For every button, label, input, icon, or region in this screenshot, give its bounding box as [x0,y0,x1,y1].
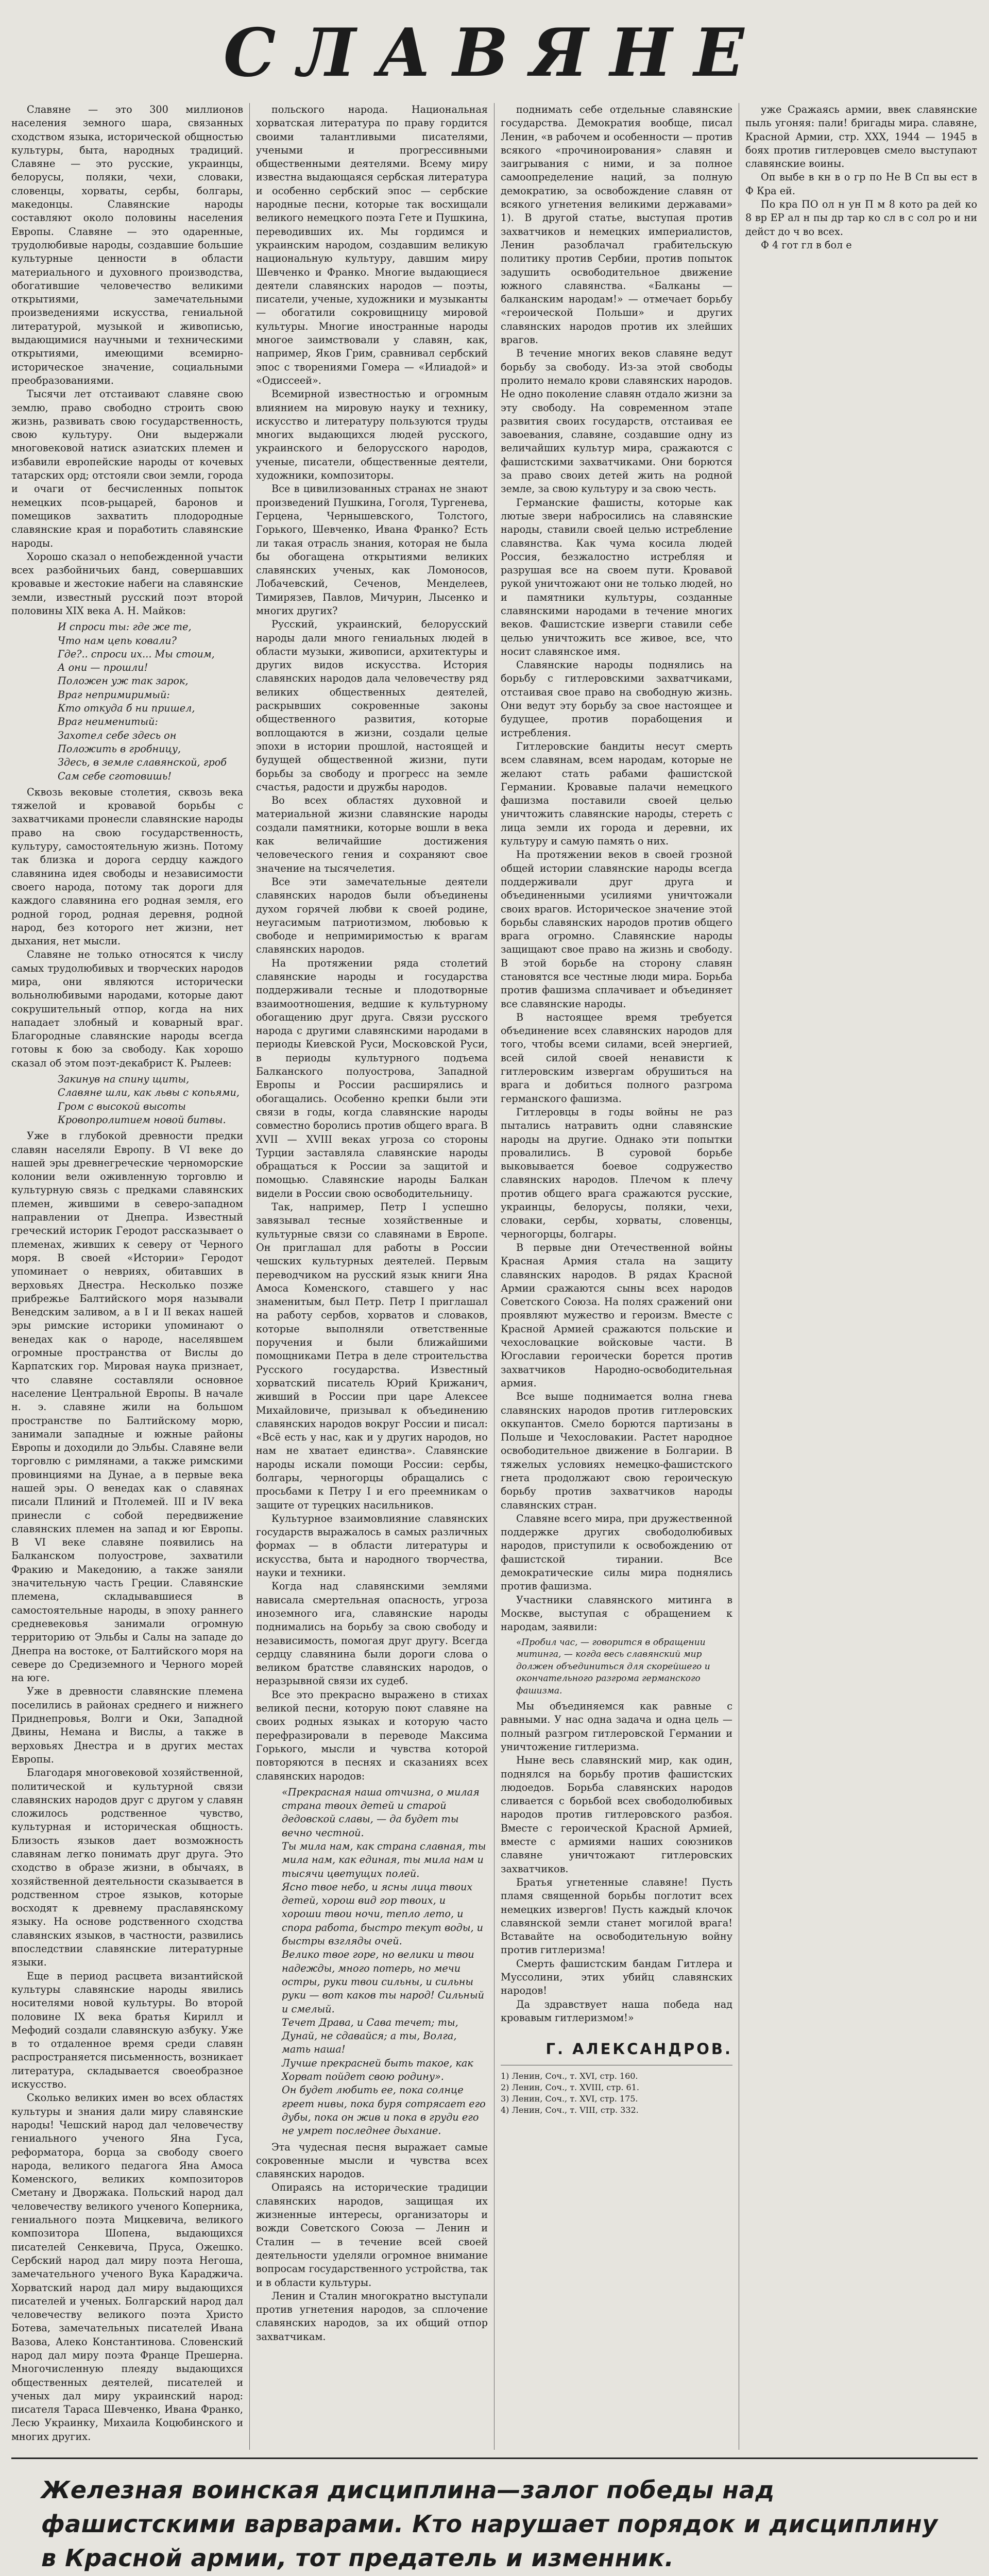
footnotes [501,2065,732,2116]
paragraph: В настоящее время требуется объединение всех славянских народов для того, чтобы всеми силами, всей энергией, всей силой своей ненависти к гитлеровским извергам обрушиться на врага и добиться полного разгрома германского фашизма. [501,1011,732,1105]
paragraph: Германские фашисты, которые как лютые звери набросились на славянские народы, ставили своей целью истребление славянства. Как чума косила людей Россия, безжалостно истребляя и разрушая все на своем пути. Кровавой рукой уничтожают они не только людей, но и памятники культуры, созданные славянскими народами в течение многих веков. Фашистские изверги ставили себе целью уничтожить все живое, все, что носит славянское имя. [501,496,732,657]
column [501,103,732,2450]
paragraph: Все это прекрасно выражено в стихах великой песни, которую поют славяне на своих родных языках и которую часто перефразировали в переводе Максима Горького, мысли и чувства которой повторяются в песнях и сказаниях всех славянских народов: [256,1688,488,1782]
verse-line: Кто откуда б ни пришел, [58,702,195,715]
paragraph: Когда над славянскими землями нависала смертельная опасность, угроза иноземного ига, славянские народы поднимались на борьбу за свою свободу и независимость, помогая друг другу. Всегда сердцу славянина были дороги слова о великом братстве славянских народов, о неразрывной связи их судеб. [256,1580,488,1687]
paragraph: Мы объединяемся как равные с равными. У нас одна задача и одна цель — полный разгром гитлеровской Германии и уничтожение гитлеризма. [501,1700,732,1753]
paragraph: Так, например, Петр I успешно завязывал тесные хозяйственные и культурные связи со славянами в Европе. Он приглашал для работы в России чешских культурных деятелей. Первым переводчиком на русский язык книги Яна Амоса Коменского, ставшего у нас знаменитым, был Петр. Петр I приглашал на работу сербов, хорватов и словаков, которые выполняли ответственные поручения и были ближайшими помощниками Петра в деле строительства Русского государства. Известный хорватский писатель Юрий Крижанич, живший в России при царе Алексее Михайловиче, призывал к объединению славянских народов вокруг России и писал: «Всё есть у нас, как и у других народов, но нам не хватает единства». Славянские народы искали помощи России: сербы, болгары, черногорцы обращались с просьбами к Петру I и его преемникам о защите от турецких насильников. [256,1201,488,1511]
column [11,103,243,2450]
paragraph: На протяжении веков в своей грозной общей истории славянские народы всегда поддерживали друг друга и объединенными усилиями уничтожали своих врагов. Историческое значение этой борьбы славянских народов против общего врага огромно. Славянские народы защищают свое право на жизнь и свободу. В этой борьбе на сторону славян становятся все честные люди мира. Борьба против фашизма сплачивает и объединяет все славянские народы. [501,849,732,1010]
paragraph: Братья угнетенные славяне! Пусть пламя священной борьбы поглотит всех немецких извергов! Пусть каждый клочок славянской земли станет могилой врага! Вставайте на освободительную войну против гитлеризма! [501,1876,732,1956]
paragraph: Опираясь на исторические традиции славянских народов, защищая их жизненные интересы, организаторы и вожди Советского Союза — Ленин и Сталин — в течение всей своей деятельности уделяли огромное внимание вопросам государственного устройства, так и в области культуры. [256,2181,488,2289]
paragraph: Уже в глубокой древности предки славян населяли Европу. В VI веке до нашей эры древнегреческие черноморские колонии вели оживленную торговлю и культурную связь с предками славянских племен, жившими в северо-западном направлении от Днепра. Известный греческий историк Геродот рассказывает о племенах, живших к северу от Черного моря. В своей «Истории» Геродот упоминает о невриях, обитавших в верховьях Днестра. Несколько позже прибрежье Балтийского моря называли Венедским заливом, а в I и II веках нашей эры римские историки упоминают о венедах как о народе, населявшем огромные пространства от Вислы до Карпатских гор. Мировая наука признает, что славяне составляли основное население Центральной Европы. В начале н. э. славяне жили на большом пространстве по Балтийскому морю, занимали западные и южные районы Европы и доходили до Эльбы. Славяне вели торговлю с римлянами, а также римскими провинциями на Дунае, а в первые века нашей эры. О венедах как о славянах писали Плиний и Птолемей. III и IV века принесли с собой передвижение славянских племен на запад и юг Европы. В VI веке славяне появились на Балканском полуострове, захватили Фракию и Македонию, а также заняли значительную часть Греции. Славянские племена, складывавшиеся в самостоятельные народы, в эпоху раннего средневековья занимали огромную территорию от Эльбы и Салы на западе до Днепра на востоке, от Балтийского моря на севере до Средиземного и Черного морей на юге. [11,1130,243,1684]
verse-line: Ясно твое небо, и ясны лица твоих детей, хорош вид гор твоих, и хороши твои ночи, тепло лето, и спора работа, быстро текут воды, и быстры взгляды очей. [282,1880,484,1947]
verse-quote [58,620,243,783]
footnote: 2) Ленин, Соч., т. XVIII, стр. 61. [501,2082,639,2093]
verse-quote [516,1637,732,1698]
paragraph: Сквозь вековые столетия, сквозь века тяжелой и кровавой борьбы с захватчиками пронесли славянские народы право на свою государственность, культуру, самостоятельную жизнь. Потому так близка и дорога сердцу каждого славянина идея свободы и независимости своего народа, потому так дороги для каждого славянина его родная земля, его родной город, родная деревня, родной народ, без которого нет жизни, нет дыхания, нет мысли. [11,786,243,947]
paragraph: Культурное взаимовлияние славянских государств выражалось в самых различных формах — в области литературы и искусства, быта и народного творчества, науки и техники. [256,1512,488,1579]
paragraph: Участники славянского митинга в Москве, выступая с обращением к народам, заявили: [501,1594,732,1633]
paragraph: В первые дни Отечественной войны Красная Армия стала на защиту славянских народов. В рядах Красной Армии сражаются сыны всех народов Советского Союза. На полях сражений они проявляют мужество и героизм. Вместе с Красной Армией сражаются польские и чехословацкие войсковые части. В Югославии героически борется против захватчиков Народно-освободительная армия. [501,1241,732,1389]
column [256,103,488,2450]
verse-line: Захотел себе здесь он [58,729,177,741]
paragraph: По кра ПО ол н ун П м 8 кото ра дей ко 8 вр ЕР ал н пы др тар ко сл в с сол ро и ни дейст до ч во всех. [745,198,977,238]
verse-quote [58,1073,243,1127]
verse-line: Кровопролитием новой битвы. [58,1113,226,1126]
verse-line: Положить в гробницу, [58,742,181,755]
paragraph: Во всех областях духовной и материальной жизни славянские народы создали памятники, которые вошли в века как величайшие достижения человеческого гения и сохраняют свое значение на тысячелетия. [256,794,488,874]
verse-line: Течет Драва, и Сава течет; ты, Дунай, не сдавайся; а ты, Волга, мать наша! [282,2016,458,2056]
paragraph: Все в цивилизованных странах не знают произведений Пушкина, Гоголя, Тургенева, Герцена, Чернышевского, Толстого, Горького, Шевченко, Ивана Франко? Есть ли такая отрасль знания, которая не была бы обогащена открытиями великих славянских ученых, как Ломоносов, Лобачевский, Сеченов, Менделеев, Тимирязев, Павлов, Мичурин, Лысенко и многих других? [256,483,488,617]
article-columns [11,103,978,2450]
verse-line: Лучше прекрасней быть такое, как Хорват пойдет свою родину». [282,2057,473,2083]
paragraph: Ленин и Сталин многократно выступали против угнетения народов, за сплочение славянских народов, за их общий отпор захватчикам. [256,2290,488,2343]
paragraph: Сколько великих имен во всех областях культуры и знания дали миру славянские народы! Чешский народ дал человечеству гениального ученого Яна Гуса, реформатора, борца за свободу своего народа, великого педагога Яна Амоса Коменского, великих композиторов Сметану и Дворжака. Польский народ дал человечеству великого ученого Коперника, гениального поэта Мицкевича, великого композитора Шопена, выдающихся писателей Сенкевича, Пруса, Ожешко. Сербский народ дал миру поэта Негоша, замечательного ученого Вука Караджича. Хорватский народ дал миру выдающихся писателей и ученых. Болгарский народ дал человечеству великого поэта Христо Ботева, замечательных писателей Ивана Вазова, Алеко Константинова. Словенский народ дал миру поэта Франце Прешерна. Многочисленную плеяду выдающихся общественных деятелей, писателей и ученых дал миру украинский народ: писателя Тараса Шевченко, Ивана Франко, Лесю Украинку, Михаила Коцюбинского и многих других. [11,2092,243,2443]
page-title: СЛАВЯНЕ [223,14,766,92]
verse-line: Гром с высокой высоты [58,1100,186,1112]
paragraph: Хорошо сказал о непобежденной участи всех разбойничьих банд, совершавших кровавые и жестокие набеги на славянские земли, известный русский поэт второй половины XIX века А. Н. Майков: [11,550,243,617]
paragraph: Смерть фашистским бандам Гитлера и Муссолини, этих убийц славянских народов! [501,1957,732,1997]
paragraph: Эта чудесная песня выражает самые сокровенные мысли и чувства всех славянских народов. [256,2141,488,2180]
verse-line: Закинув на спину щиты, [58,1073,190,1086]
paragraph: Ф 4 гот гл в бол е [761,239,852,251]
footnote: 1) Ленин, Соч., т. XVI, стр. 160. [501,2071,638,2081]
paragraph: Славяне не только относятся к числу самых трудолюбивых и творческих народов мира, они являются исторически вольнолюбивыми народами, которые дают сокрушительный отпор, когда на них нападает злобный и коварный враг. Благородные славянские народы всегда готовы к бою за свободу. Как хорошо сказал об этом поэт-декабрист К. Рылеев: [11,948,243,1069]
paragraph: Гитлеровцы в годы войны не раз пытались натравить одни славянские народы на другие. Однако эти попытки провалились. В суровой борьбе выковывается боевое содружество славянских народов. Плечом к плечу против общего врага сражаются русские, украинцы, белорусы, поляки, чехи, словаки, сербы, хорваты, словенцы, черногорцы, болгары. [501,1106,732,1240]
verse-line: И спроси ты: где же те, [58,621,192,633]
verse-line: Сам себе сготовишь! [58,770,172,782]
verse-line: Где?.. спроси их... Мы стоим, [58,648,215,660]
footnote: 4) Ленин, Соч., т. VIII, стр. 332. [501,2105,639,2115]
verse-line: Велико твое горе, но велики и твои надежды, много потерь, но мечи остры, руки твои сильны, и сильны руки — вот каков ты народ! Сильный и смелый. [282,1948,484,2015]
paragraph: Славянские народы поднялись на борьбу с гитлеровскими захватчиками, отстаивая свое право на свободную жизнь. Они ведут эту борьбу за свое настоящее и будущее, против порабощения и истребления. [501,659,732,739]
author-signature: Г. АЛЕКСАНДРОВ. [545,2040,732,2058]
paragraph: Оп выбе в кн в о гр по Не В Сп вы ест в Ф Кра ей. [745,171,977,197]
paragraph: Славяне — это 300 миллионов населения земного шара, связанных сходством языка, исторической общностью культуры, быта, народных традиций. Славяне — это русские, украинцы, белорусы, поляки, чехи, словаки, словенцы, хорваты, сербы, болгары, македонцы. Славянские народы составляют около половины населения Европы. Славяне — это одаренные, трудолюбивые народы, создавшие большие культурные ценности в области материального и духовного производства, обогатившие человечество великими открытиями, замечательными произведениями искусства, гениальной литературой, музыкой и живописью, выдающимися научными и техническими открытиями, имеющими всемирно-историческое значение, социальными преобразованиями. [11,104,243,386]
verse-line: «Пробил час, — говорится в обращении митинга, — когда весь славянский мир должен объединиться для скорейшего и окончательного разгрома германского фашизма. [516,1637,710,1696]
column-divider [249,103,250,2450]
verse-line: Враг неименитый: [58,716,158,728]
paragraph: Все эти замечательные деятели славянских народов были объединены духом горячей любви к своей родине, неугасимым патриотизмом, любовью к свободе и непримиримостью к врагам славянских народов. [256,875,488,956]
paragraph: Ныне весь славянский мир, как один, поднялся на борьбу против фашистских людоедов. Борьба славянских народов сливается с борьбой всех свободолюбивых народов против гитлеровского разбоя. Вместе с героической Красной Армией, вместе с армиями наших союзников славяне уничтожают гитлеровских захватчиков. [501,1754,732,1875]
verse-line: Здесь, в земле славянской, гроб [58,756,227,769]
paragraph: поднимать себе отдельные славянские государства. Демократия вообще, писал Ленин, «в рабочем и особенности — против всякого «прочиноирования» славян и заигрывания с ними, и за полное самоопределение наций, за полную демократию, за освобождение славян от всякого угнетения великими державами» 1). В другой статье, выступая против захватчиков и немецких империалистов, Ленин разоблачал грабительскую политику против Сербии, против попыток задушить освободительное движение южного славянства. «Балканы — балканским народам!» — отмечает борьбу «героической Польши» и других славянских народов против их злейших врагов. [501,104,732,346]
paragraph: Русский, украинский, белорусский народы дали много гениальных людей в области музыки, живописи, архитектуры и других видов искусства. История славянских народов дала человечеству ряд великих общественных деятелей, раскрывших сокровенные законы общественного развития, которые воплощаются в жизни, создали целые эпохи в истории прошлой, настоящей и будущей общественной жизни, пути борьбы за свободу и прогресс на земле счастья, радости и дружбы народов. [256,618,488,793]
paragraph: Тысячи лет отстаивают славяне свою землю, право свободно строить свою жизнь, развивать свою государственность, свою культуру. Они выдержали многовековой натиск азиатских племен и избавили европейские народы от кочевых татарских орд; отстояли свои земли, города и очаги от бесчисленных попыток немецких псов-рыцарей, баронов и помещиков захватить плодородные славянские края и поработить славянские народы. [11,388,243,549]
paragraph: польского народа. Национальная хорватская литература по праву гордится своими талантливыми писателями, учеными и прогрессивными общественными деятелями. Всему миру известна выдающаяся сербская литература и особенно сербский эпос — сербские народные песни, которые так восхищали великого немецкого поэта Гете и Пушкина, переводивших их. Мы гордимся и украинским народом, создавшим великую национальную культуру, давшим миру Шевченко и Франко. Многие выдающиеся деятели славянских народов — поэты, писатели, ученые, художники и музыканты — обогатили сокровищницу мировой культуры. Многие иностранные народы многое заимствовали у славян, как, например, Яков Грим, сравнивал сербский эпос с творениями Гомера — «Илиадой» и «Одиссеей». [256,104,488,386]
column [745,103,977,2450]
verse-line: Положен уж так зарок, [58,675,189,687]
bottom-slogan: Железная воинская дисциплина—залог победы над фашистскими варварами. Кто нарушает порядок и дисциплину в Красной армии, тот предатель и изменник. [41,2476,938,2572]
paragraph: Все выше поднимается волна гнева славянских народов против гитлеровских оккупантов. Смело борются партизаны в Польше и Чехословакии. Растет народное освободительное движение в Болгарии. В тяжелых условиях немецко-фашистского гнета продолжают свою героическую борьбу против захватчиков народы славянских стран. [501,1391,732,1511]
paragraph: Еще в период расцвета византийской культуры славянские народы явились носителями новой культуры. Во второй половине IX века братья Кирилл и Мефодий создали славянскую азбуку. Уже в то отдаленное время среди славян распространяется письменность, возникает литература, складывается своеобразное искусство. [11,1970,243,2091]
verse-quote [282,1786,488,2138]
paragraph: Благодаря многовековой хозяйственной, политической и культурной связи славянских народов друг с другом у славян сложилось родственное чувство, культурная и историческая общность. Близость языков дает возможность славянам легко понимать друг друга. Это сходство в образе жизни, в обычаях, в хозяйственной деятельности сказывается в родственном строе языков, которые восходят к древнему праславянскому языку. На основе родственного сходства славянских языков, в частности, развились впоследствии славянские литературные языки. [11,1767,243,1969]
paragraph: Уже в древности славянские племена поселились в районах среднего и нижнего Приднепровья, Волги и Оки, Западной Двины, Немана и Вислы, а также в верховьях Днестра и в других местах Европы. [11,1685,243,1765]
paragraph: Всемирной известностью и огромным влиянием на мировую науку и технику, искусство и литературу пользуются труды многих выдающихся людей русского, украинского и белорусского народов, ученые, писатели, общественные деятели, художники, композиторы. [256,388,488,482]
paragraph: На протяжении ряда столетий славянские народы и государства поддерживали тесные и плодотворные взаимоотношения, ведшие к культурному обогащению друг друга. Связи русского народа с другими славянскими народами в периоды Киевской Руси, Московской Руси, в периоды культурного подъема Балканского полуострова, Западной Европы и России расширялись и обогащались. Особенно крепки были эти связи в годы, когда славянские народы совместно боролись против общего врага. В XVII — XVIII веках угроза со стороны Турции заставляла славянские народы обращаться к России за защитой и помощью. Славянские народы Балкан видели в России свою освободительницу. [256,957,488,1199]
verse-line: Славяне шли, как львы с копьями, [58,1087,240,1099]
verse-line: Враг непримиримый: [58,688,170,701]
paragraph: уже Сражаясь армии, ввек славянские пыль угоняя: пали! бригады мира. славяне, Красной Армии, стр. XXX, 1944 — 1945 в боях против гитлеровцев смело выступают славянские воины. [745,104,977,170]
verse-line: Он будет любить ее, пока солнце греет нивы, пока буря сотрясает его дубы, пока он жив и пока в груди его не умрет последнее дыхание. [282,2084,486,2137]
verse-line: Что нам цепь ковали? [58,634,177,647]
footnote: 3) Ленин, Соч., т. XVI, стр. 175. [501,2094,638,2104]
section-divider [11,2458,978,2459]
paragraph: Славяне всего мира, при дружественной поддержке других свободолюбивых народов, приступили к освобождению от фашистской тирании. Все демократические силы мира поднялись против фашизма. [501,1512,732,1592]
paragraph: Да здравствует наша победа над кровавым гитлеризмом!» [501,1998,732,2024]
verse-line: «Прекрасная наша отчизна, о милая страна твоих детей и старой дедовской славы, — да будет ты вечно честной. [282,1786,480,1839]
verse-line: Ты мила нам, как страна славная, ты мила нам, как единая, ты мила нам и тысячи цветущих полей. [282,1840,486,1879]
verse-line: А они — прошли! [58,662,148,674]
paragraph: Гитлеровские бандиты несут смерть всем славянам, всем народам, которые не желают стать рабами фашистской Германии. Кровавые палачи немецкого фашизма поставили своей целью уничтожить славянские народы, стереть с лица земли их города и деревни, их культуру и самую память о них. [501,740,732,848]
paragraph: В течение многих веков славяне ведут борьбу за свободу. Из-за этой свободы пролито немало крови славянских народов. Не одно поколение славян отдало жизни за эту свободу. На современном этапе развития своих государств, отстаивая ее завоевания, славяне, создавшие одну из величайших культур мира, сражаются с фашистскими захватчиками. Они борются за право своих детей жить на родной земле, за свою культуру и за свою честь. [501,347,732,495]
